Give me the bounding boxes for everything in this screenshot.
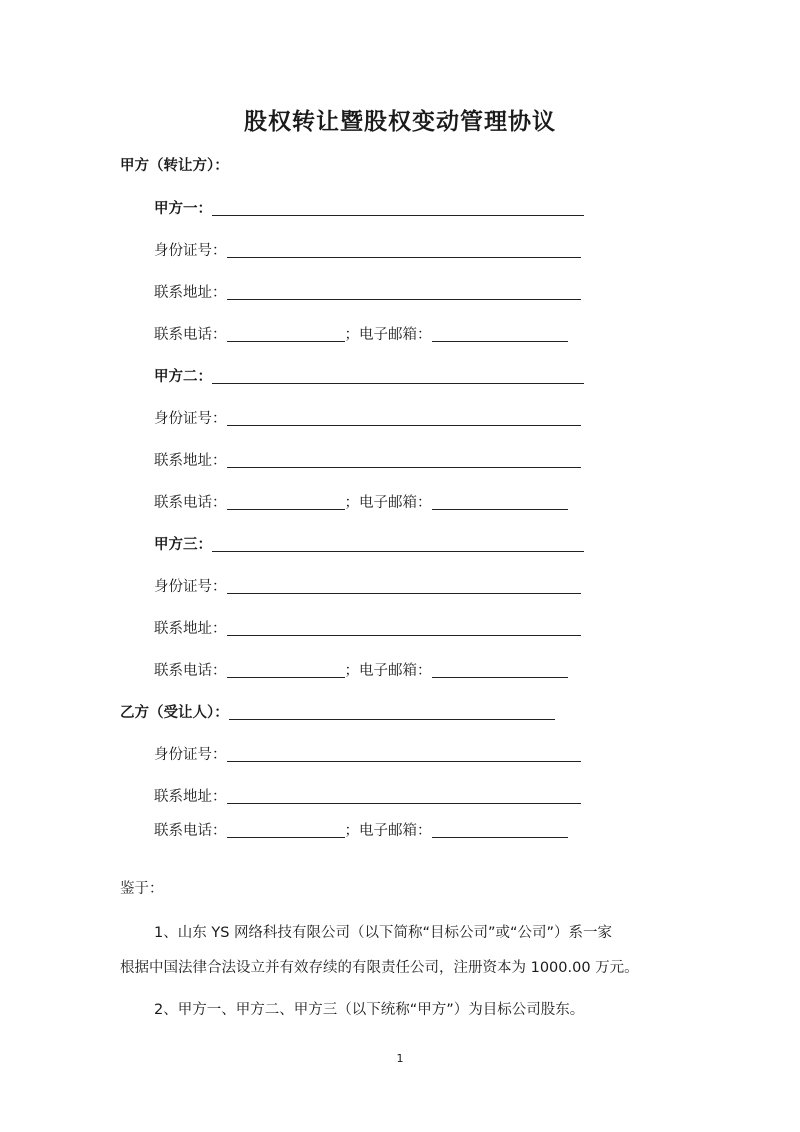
transferor-2-address-row bbox=[154, 448, 581, 470]
transferor-1-name-label: 甲方一： bbox=[154, 201, 212, 217]
transferor-3-phone-label: 联系电话： bbox=[154, 663, 227, 679]
separator: ； bbox=[344, 495, 359, 511]
transferor-1-address-label: 联系地址： bbox=[154, 285, 227, 301]
party-b-heading: 乙方（受让人）： bbox=[120, 705, 229, 721]
transferor-3-name-label: 甲方三： bbox=[154, 537, 212, 553]
transferor-1-email-blank[interactable] bbox=[432, 325, 568, 342]
transferor-2-name-blank[interactable] bbox=[212, 367, 584, 384]
party-b-name-blank[interactable] bbox=[229, 703, 555, 720]
transferor-2-email-label: 电子邮箱： bbox=[359, 495, 432, 511]
party-b-phone-label: 联系电话： bbox=[154, 823, 227, 839]
transferor-3-name-row bbox=[154, 532, 584, 554]
party-b-phone-blank[interactable] bbox=[227, 821, 345, 838]
party-b-heading-row bbox=[120, 700, 555, 722]
party-b-address-label: 联系地址： bbox=[154, 789, 227, 805]
transferor-3-phone-blank[interactable] bbox=[227, 661, 345, 678]
whereas-clause-2: 2、甲方一、甲方二、甲方三（以下统称“甲方”）为目标公司股东。 bbox=[154, 1002, 585, 1018]
transferor-3-contact-row bbox=[154, 658, 568, 680]
transferor-2-phone-label: 联系电话： bbox=[154, 495, 227, 511]
transferor-2-address-label: 联系地址： bbox=[154, 453, 227, 469]
transferor-2-name-row bbox=[154, 364, 584, 386]
whereas-clause-1-line-2: 根据中国法律合法设立并有效存续的有限责任公司，注册资本为 1000.00 万元。 bbox=[120, 960, 639, 976]
transferor-1-id-blank[interactable] bbox=[227, 241, 581, 258]
party-b-id-label: 身份证号： bbox=[154, 747, 227, 763]
transferor-2-contact-row bbox=[154, 490, 568, 512]
transferor-1-address-row bbox=[154, 280, 581, 302]
transferor-2-id-blank[interactable] bbox=[227, 409, 581, 426]
transferor-1-phone-blank[interactable] bbox=[227, 325, 345, 342]
transferor-1-contact-row bbox=[154, 322, 568, 344]
transferor-3-name-blank[interactable] bbox=[212, 535, 584, 552]
whereas-clause-1-line-1: 1、山东 YS 网络科技有限公司（以下简称“目标公司”或“公司”）系一家 bbox=[154, 925, 613, 941]
transferor-3-email-blank[interactable] bbox=[432, 661, 568, 678]
party-b-contact-row bbox=[154, 818, 568, 840]
transferor-3-id-blank[interactable] bbox=[227, 577, 581, 594]
party-b-id-row bbox=[154, 742, 581, 764]
party-b-address-blank[interactable] bbox=[227, 787, 581, 804]
party-b-email-label: 电子邮箱： bbox=[359, 823, 432, 839]
party-b-id-blank[interactable] bbox=[227, 745, 581, 762]
transferor-1-id-row bbox=[154, 238, 581, 260]
transferor-2-name-label: 甲方二： bbox=[154, 369, 212, 385]
transferor-3-address-blank[interactable] bbox=[227, 619, 581, 636]
party-b-email-blank[interactable] bbox=[432, 821, 568, 838]
transferor-2-address-blank[interactable] bbox=[227, 451, 581, 468]
transferor-3-id-label: 身份证号： bbox=[154, 579, 227, 595]
separator: ； bbox=[344, 823, 359, 839]
page-number: 1 bbox=[396, 1052, 404, 1065]
separator: ； bbox=[344, 663, 359, 679]
transferor-2-id-label: 身份证号： bbox=[154, 411, 227, 427]
transferor-1-id-label: 身份证号： bbox=[154, 243, 227, 259]
transferor-1-email-label: 电子邮箱： bbox=[359, 327, 432, 343]
transferor-2-id-row bbox=[154, 406, 581, 428]
separator: ； bbox=[344, 327, 359, 343]
transferor-3-id-row bbox=[154, 574, 581, 596]
transferor-1-phone-label: 联系电话： bbox=[154, 327, 227, 343]
whereas-heading: 鉴于： bbox=[120, 881, 164, 897]
transferor-3-address-label: 联系地址： bbox=[154, 621, 227, 637]
transferor-3-email-label: 电子邮箱： bbox=[359, 663, 432, 679]
transferor-3-address-row bbox=[154, 616, 581, 638]
transferor-1-address-blank[interactable] bbox=[227, 283, 581, 300]
party-a-heading: 甲方（转让方）： bbox=[120, 158, 229, 174]
transferor-2-email-blank[interactable] bbox=[432, 493, 568, 510]
transferor-2-phone-blank[interactable] bbox=[227, 493, 345, 510]
transferor-1-name-blank[interactable] bbox=[212, 199, 584, 216]
document-title: 股权转让暨股权变动管理协议 bbox=[244, 109, 556, 135]
transferor-1-name-row bbox=[154, 196, 584, 218]
party-b-address-row bbox=[154, 784, 581, 806]
